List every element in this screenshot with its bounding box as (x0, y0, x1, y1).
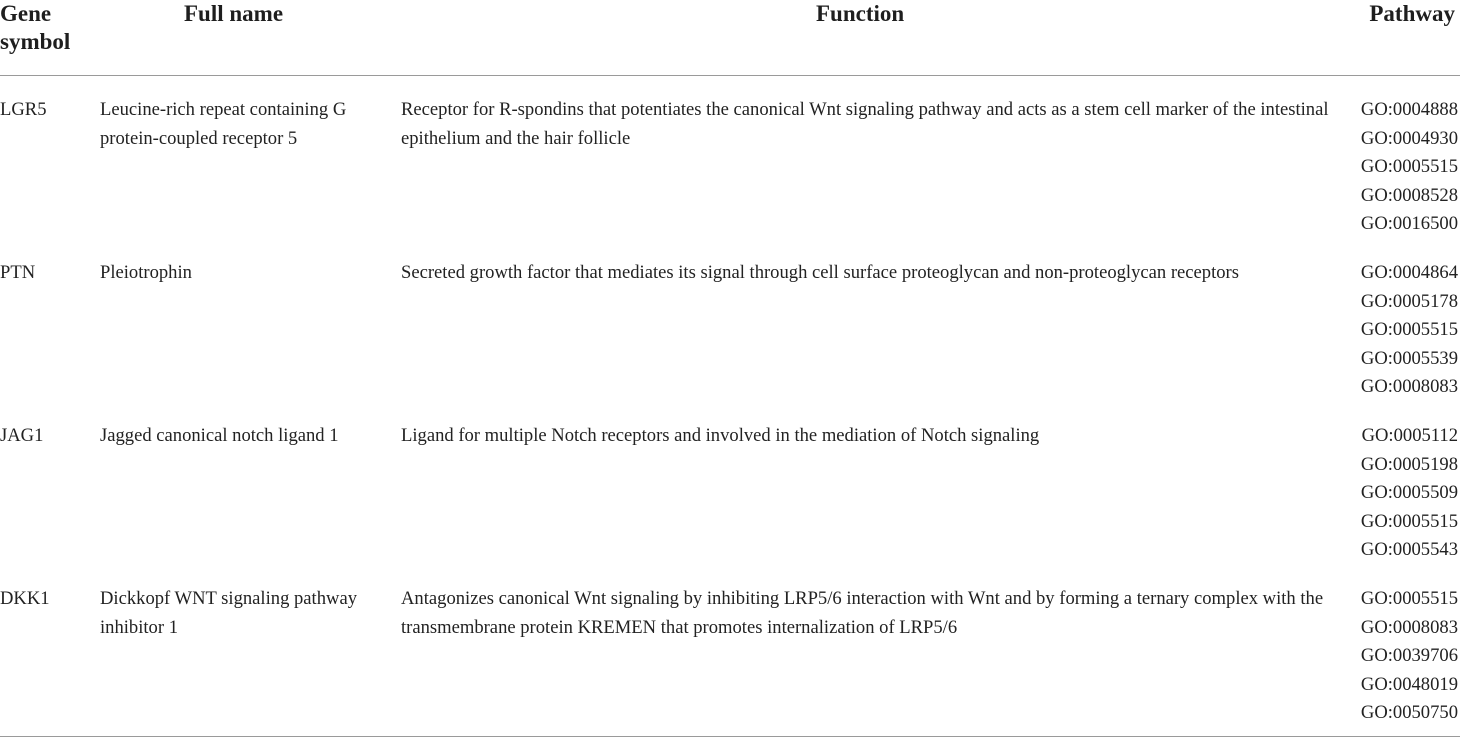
full-name-cell: Dickkopf WNT signaling pathway inhibitor 1 (100, 565, 400, 736)
go-term: GO:0005112 (1361, 424, 1458, 446)
function-cell: Receptor for R-spondins that potentiates the canonical Wnt signaling pathway and acts as a stem cell marker of the intestinal epithelium and the hair follicle (401, 99, 1329, 149)
go-term: GO:0005509 (1360, 482, 1458, 504)
pathway-cell (1340, 565, 1460, 736)
go-term: GO:0005178 (1360, 290, 1458, 312)
full-name-cell: Pleiotrophin (100, 261, 192, 283)
go-term: GO:0008083 (1360, 616, 1458, 638)
table-row (0, 76, 1460, 239)
header-row (0, 0, 1460, 76)
go-term: GO:0005198 (1360, 453, 1458, 475)
full-name-cell: Jagged canonical notch ligand 1 (100, 424, 339, 446)
full-name-cell: Leucine-rich repeat containing G protein-coupled receptor 5 (100, 99, 347, 149)
go-term: GO:0004888 (1360, 99, 1458, 120)
table-row (0, 402, 1460, 565)
gene-symbol-cell: DKK1 (0, 565, 100, 736)
go-term: GO:0008528 (1360, 184, 1458, 206)
gene-symbol-cell: JAG1 (0, 424, 44, 446)
function-cell: Secreted growth factor that mediates its signal through cell surface proteoglycan and non-proteoglycan receptors (401, 261, 1239, 283)
go-term: GO:0005515 (1360, 587, 1458, 609)
table-row (0, 239, 1460, 402)
go-term: GO:0005515 (1360, 156, 1458, 178)
pathway-cell (1340, 239, 1460, 402)
header-full-name: Full name (100, 0, 400, 76)
go-term: GO:0005515 (1360, 510, 1458, 532)
go-term: GO:0048019 (1360, 673, 1458, 695)
function-cell: Ligand for multiple Notch receptors and involved in the mediation of Notch signaling (401, 424, 1040, 446)
function-cell: Antagonizes canonical Wnt signaling by inhibiting LRP5/6 interaction with Wnt and by forming a ternary complex with the transmembrane protein KREMEN that promotes internalization of LRP5/6 (400, 565, 1340, 736)
go-term: GO:0008083 (1360, 376, 1458, 398)
header-function: Function (400, 0, 1340, 76)
go-term: GO:0050750 (1360, 702, 1458, 724)
pathway-cell (1340, 76, 1460, 239)
go-term: GO:0039706 (1360, 645, 1458, 667)
header-gene-symbol: Gene symbol (0, 0, 100, 76)
gene-symbol-cell: LGR5 (0, 99, 47, 120)
go-term: GO:0004930 (1360, 127, 1458, 149)
go-term: GO:0005543 (1360, 539, 1458, 561)
header-pathway: Pathway (1340, 0, 1460, 76)
table-header (0, 0, 1460, 76)
table-body (0, 76, 1460, 737)
go-term: GO:0016500 (1360, 213, 1458, 235)
table-row (0, 565, 1460, 736)
go-term: GO:0005515 (1360, 319, 1458, 341)
go-term: GO:0004864 (1360, 261, 1458, 283)
go-term: GO:0005539 (1360, 347, 1458, 369)
gene-symbol-cell: PTN (0, 261, 36, 283)
pathway-cell (1340, 402, 1460, 565)
